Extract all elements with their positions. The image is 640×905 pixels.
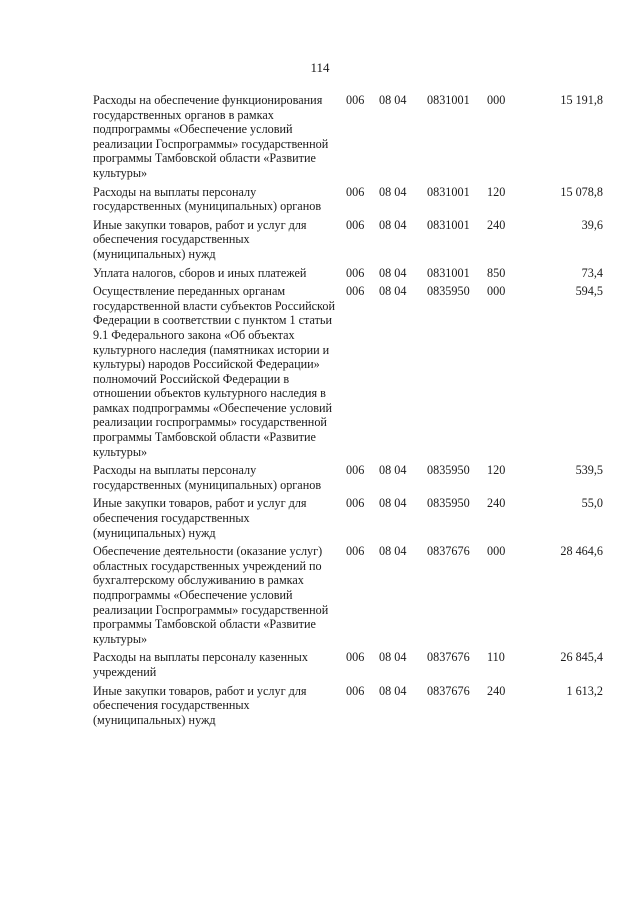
- section-code: 08 04: [379, 284, 407, 299]
- row-description: Осуществление переданных органам государственной власти субъектов Российской Федерации в соответствии с пунктом 1 статьи 9.1 Федерального закона «Об объектах культурного наследия (памятниках истории и культуры) народов Российской Федерации» полномочий Российской Федерации в отношении объектов культурного наследия в рамках подпрограммы «Обеспечение условий реализации госпрограммы» государственной программы Тамбовской области «Развитие культуры»: [93, 284, 335, 459]
- row-description: Расходы на обеспечение функционирования государственных органов в рамках подпрограммы «Обеспечение условий реализации Госпрограммы» государственной программы Тамбовской области «Развитие культуры»: [93, 93, 329, 180]
- target-article-code: 0835950: [427, 284, 470, 299]
- table-row: [93, 544, 603, 650]
- expense-type-code: 000: [487, 544, 506, 559]
- ministry-code: 006: [346, 683, 365, 698]
- budget-table: [93, 93, 603, 731]
- table-row: [93, 218, 603, 266]
- ministry-code: 006: [346, 544, 365, 559]
- expense-type-code: 120: [487, 463, 506, 478]
- amount: 39,6: [581, 217, 603, 232]
- target-article-code: 0831001: [427, 93, 470, 107]
- row-description: Обеспечение деятельности (оказание услуг) областных государственных учреждений по бухгалтерскому обслуживанию в рамках подпрограммы «Обеспечение условий реализации Госпрограммы» государственной программы Тамбовской области «Развитие культуры»: [93, 544, 329, 646]
- amount: 594,5: [575, 284, 603, 299]
- expense-type-code: 240: [487, 496, 506, 511]
- ministry-code: 006: [346, 650, 365, 665]
- amount: 1 613,2: [566, 683, 603, 698]
- ministry-code: 006: [346, 284, 365, 299]
- section-code: 08 04: [379, 184, 407, 199]
- amount: 28 464,6: [560, 544, 603, 559]
- amount: 15 191,8: [560, 93, 603, 107]
- target-article-code: 0835950: [427, 496, 470, 511]
- table-row: [93, 284, 603, 463]
- section-code: 08 04: [379, 217, 407, 232]
- row-description: Иные закупки товаров, работ и услуг для обеспечения государственных (муниципальных) нужд: [93, 683, 307, 727]
- section-code: 08 04: [379, 496, 407, 511]
- section-code: 08 04: [379, 463, 407, 478]
- ministry-code: 006: [346, 265, 365, 280]
- amount: 55,0: [581, 496, 603, 511]
- ministry-code: 006: [346, 463, 365, 478]
- ministry-code: 006: [346, 184, 365, 199]
- target-article-code: 0837676: [427, 650, 470, 665]
- expense-type-code: 000: [487, 284, 506, 299]
- section-code: 08 04: [379, 544, 407, 559]
- table-row: [93, 185, 603, 218]
- expense-type-code: 240: [487, 683, 506, 698]
- row-description: Расходы на выплаты персоналу государственных (муниципальных) органов: [93, 184, 322, 214]
- table-row: [93, 650, 603, 683]
- table-row: [93, 684, 603, 732]
- ministry-code: 006: [346, 217, 365, 232]
- row-description: Иные закупки товаров, работ и услуг для обеспечения государственных (муниципальных) нужд: [93, 496, 307, 540]
- expense-type-code: 240: [487, 217, 506, 232]
- target-article-code: 0831001: [427, 184, 470, 199]
- page-number: 114: [310, 60, 330, 75]
- ministry-code: 006: [346, 496, 365, 511]
- section-code: 08 04: [379, 93, 407, 107]
- section-code: 08 04: [379, 265, 407, 280]
- row-description: Расходы на выплаты персоналу казенных учреждений: [93, 650, 308, 679]
- amount: 15 078,8: [560, 184, 603, 199]
- row-description: Уплата налогов, сборов и иных платежей: [93, 265, 307, 280]
- expense-type-code: 110: [487, 650, 505, 665]
- amount: 73,4: [581, 265, 603, 280]
- table-row: [93, 93, 603, 185]
- row-description: Иные закупки товаров, работ и услуг для обеспечения государственных (муниципальных) нужд: [93, 217, 307, 261]
- section-code: 08 04: [379, 650, 407, 665]
- section-code: 08 04: [379, 683, 407, 698]
- row-description: Расходы на выплаты персоналу государственных (муниципальных) органов: [93, 463, 322, 492]
- target-article-code: 0835950: [427, 463, 470, 478]
- amount: 26 845,4: [560, 650, 603, 665]
- expense-type-code: 850: [487, 265, 506, 280]
- table-row: [93, 496, 603, 544]
- table-row: [93, 266, 603, 285]
- target-article-code: 0837676: [427, 544, 470, 559]
- amount: 539,5: [575, 463, 603, 478]
- target-article-code: 0831001: [427, 265, 470, 280]
- target-article-code: 0831001: [427, 217, 470, 232]
- expense-type-code: 120: [487, 184, 506, 199]
- target-article-code: 0837676: [427, 683, 470, 698]
- table-row: [93, 463, 603, 496]
- expense-type-code: 000: [487, 93, 506, 107]
- ministry-code: 006: [346, 93, 365, 107]
